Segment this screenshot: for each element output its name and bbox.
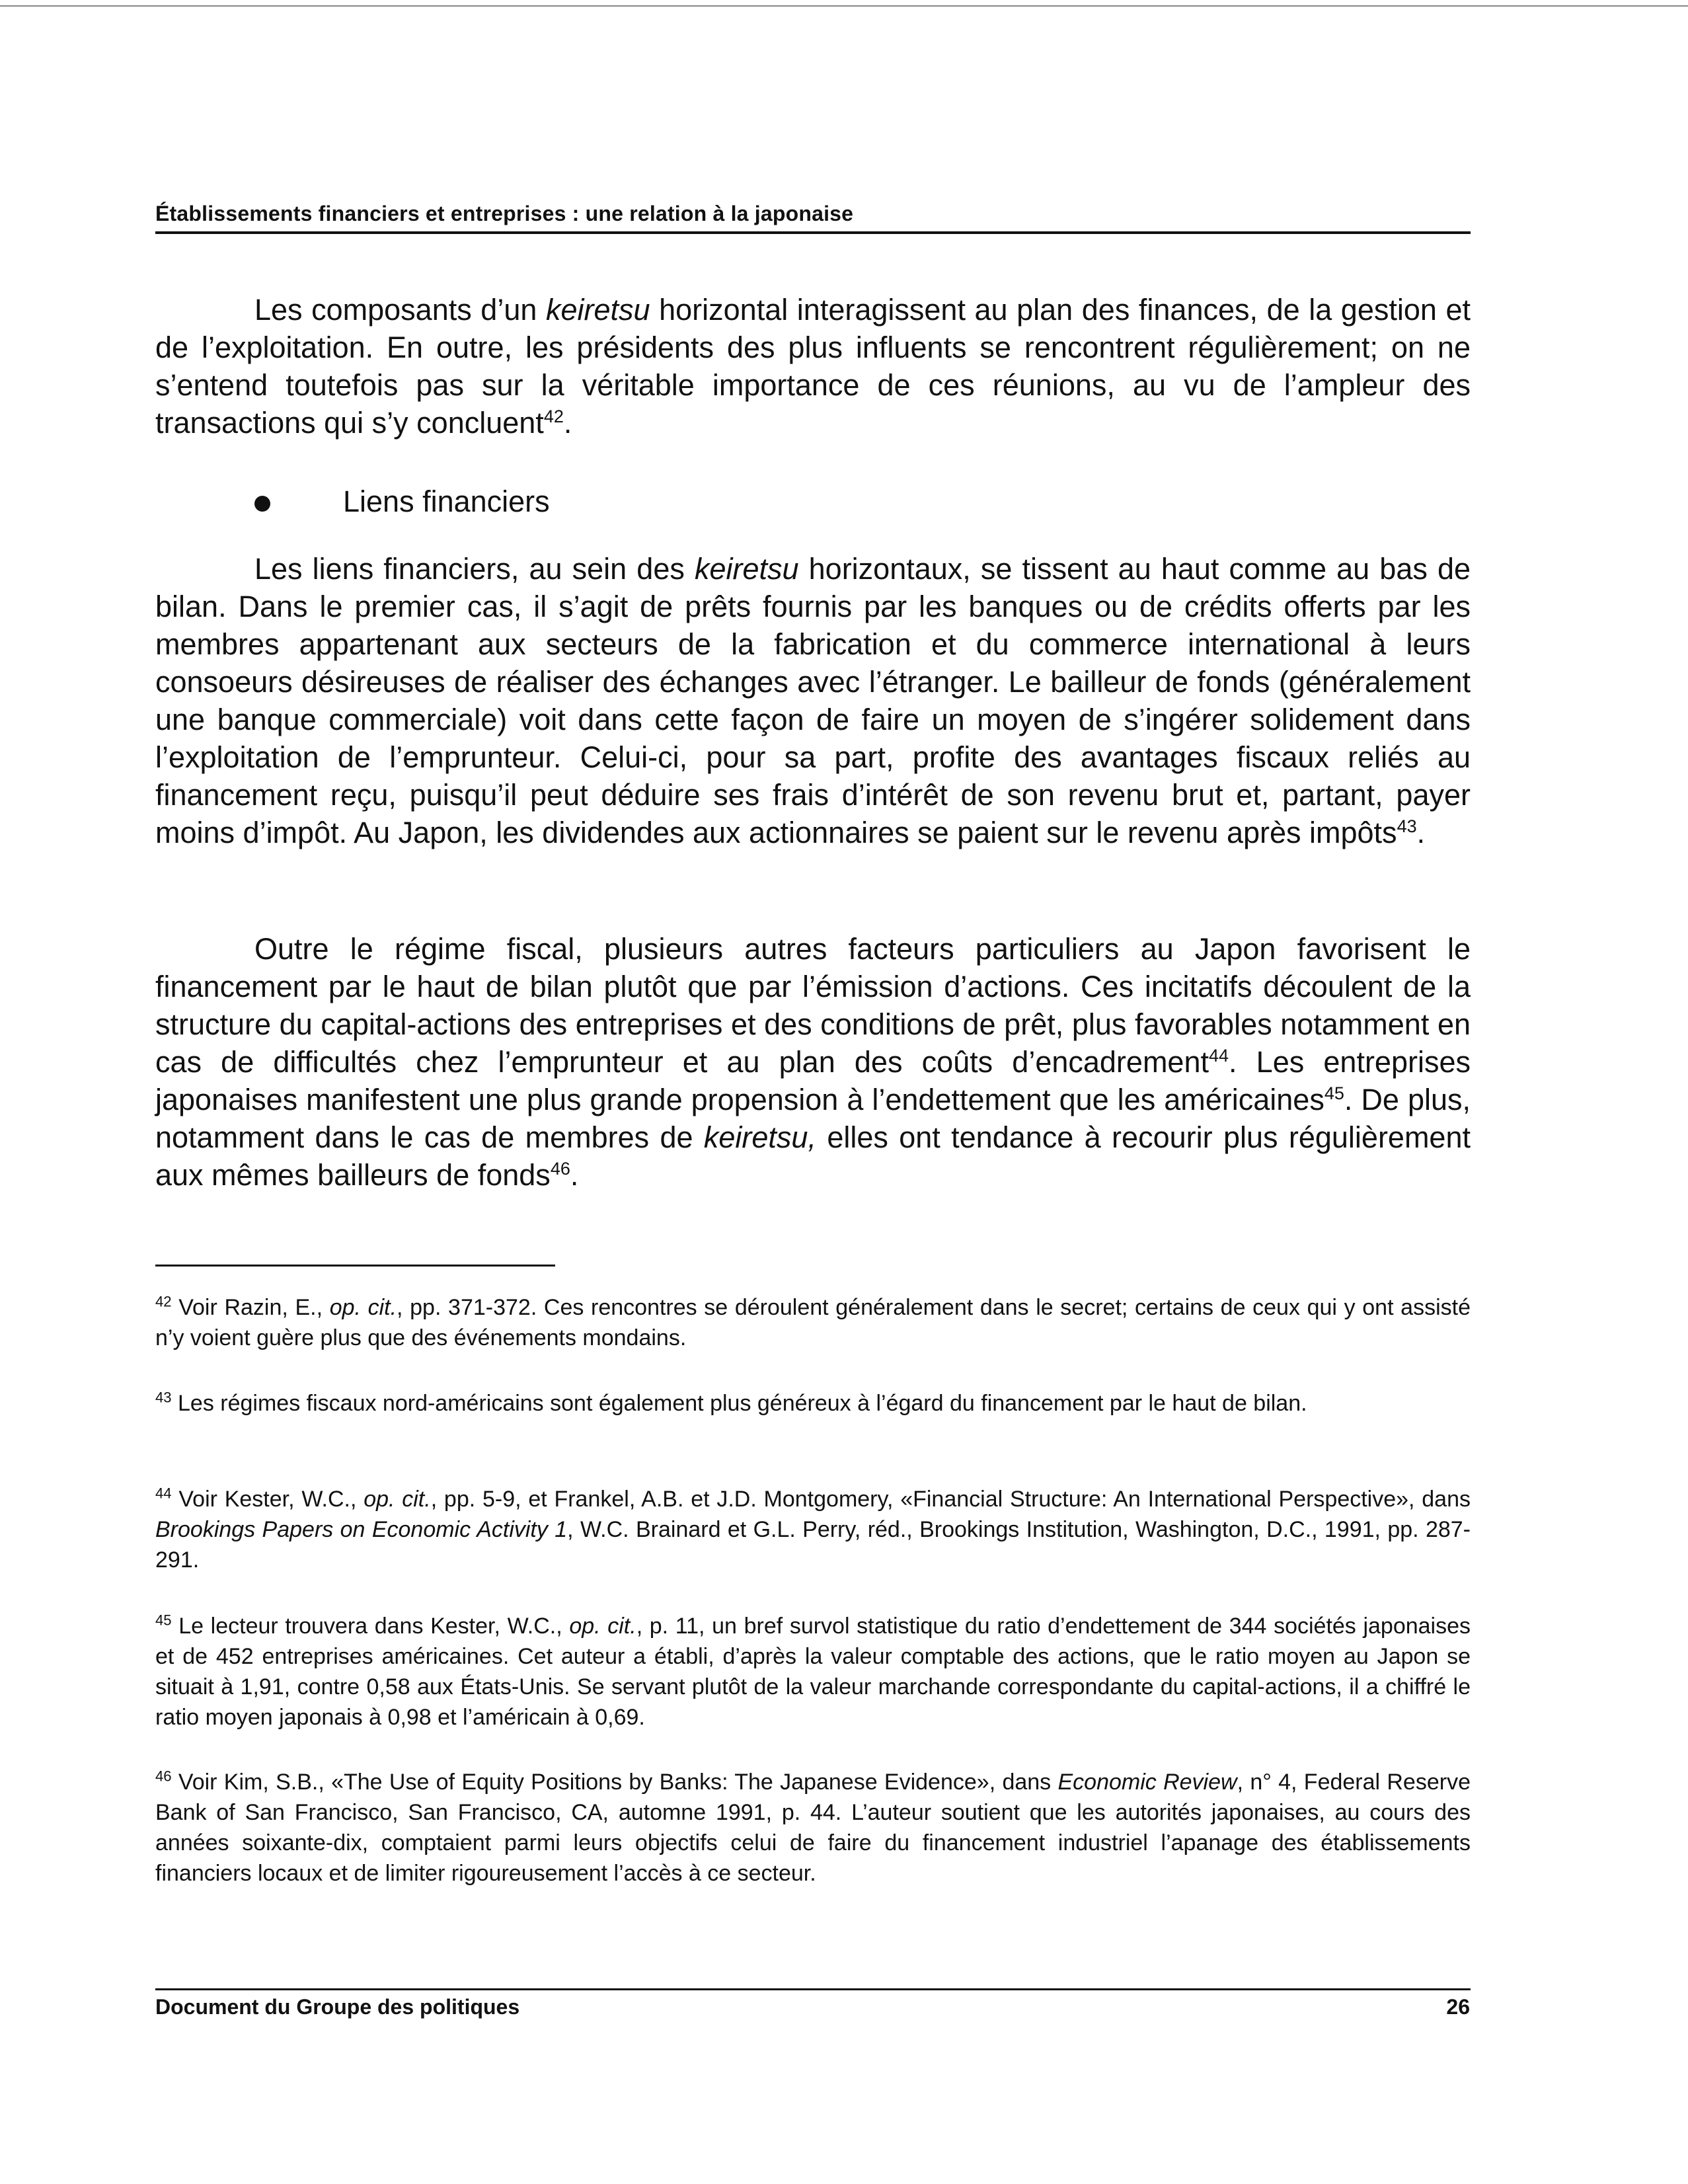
footnote-separator	[155, 1265, 555, 1267]
text-run: horizontaux, se tissent au haut comme au bas de bilan. Dans le premier cas, il s’agit de prêts fournis par les banques ou de crédits offerts par les membres appartenant aux secteurs de la fabrication et du commerce international à leurs consoeurs désireuses de réaliser des échanges avec l’étranger. Le bailleur de fonds (généralement une banque commerciale) voit dans cette façon de faire un moyen de s’ingérer solidement dans l’exploitation de l’emprunteur. Celui-ci, pour sa part, profite des avantages fiscaux reliés au financement reçu, puisqu’il peut déduire ses frais d’intérêt de son revenu brut et, partant, payer moins d’impôt. Au Japon, les dividendes aux actionnaires se paient sur le revenu après impôts	[155, 552, 1471, 849]
footnote-ref: 43	[1397, 816, 1417, 836]
italic-text: op. cit.	[364, 1487, 431, 1512]
running-header: Établissements financiers et entreprises : une relation à la japonaise	[155, 202, 1471, 234]
text-run: . Les entreprises japonaises manifestent une plus grande propension à l’endettement que les américaines	[155, 1045, 1471, 1116]
footnote-ref: 43	[155, 1389, 172, 1406]
text-run: Les régimes fiscaux nord-américains sont également plus généreux à l’égard du financement par le haut de bilan.	[171, 1391, 1307, 1416]
footnote-ref: 44	[155, 1485, 172, 1502]
italic-text: op. cit.	[569, 1614, 636, 1639]
text-run: .	[563, 406, 572, 440]
italic-text: op. cit.	[329, 1295, 397, 1320]
footnote-44	[155, 1484, 1471, 1575]
italic-text: keiretsu	[545, 293, 650, 327]
text-run: horizontal interagissent au plan des finances, de la gestion et de l’exploitation. En outre, les présidents des plus influents se rencontrent régulièrement; on ne s’entend toutefois pas sur la véritable importance de ces réunions, au vu de l’ampleur des transactions qui s’y concluent	[155, 293, 1471, 440]
footer-rule	[155, 1988, 1471, 1990]
text-run: Voir Razin, E.,	[171, 1295, 330, 1320]
text-run: Le lecteur trouvera dans Kester, W.C.,	[171, 1614, 570, 1639]
text-run: Voir Kim, S.B., «The Use of Equity Positions by Banks: The Japanese Evidence», dans	[171, 1770, 1058, 1795]
footnote-42	[155, 1292, 1471, 1353]
text-run: , pp. 5-9, et Frankel, A.B. et J.D. Montgomery, «Financial Structure: An International Perspective», dans	[430, 1487, 1471, 1512]
text-run: .	[1416, 816, 1426, 849]
text-run: .	[570, 1158, 579, 1192]
footnote-46	[155, 1767, 1471, 1889]
bullet-icon	[254, 496, 270, 512]
text-run: Les composants d’un	[254, 293, 546, 327]
footnote-43	[155, 1388, 1471, 1419]
text-run: , p. 11, un bref survol statistique du ratio d’endettement de 344 sociétés japonaises et de 452 entreprises américaines. Cet auteur a établi, d’après la valeur comptable des actions, que le ratio moyen au Japon se situait à 1,91, contre 0,58 aux États-Unis. Se servant plutôt de la valeur marchande correspondante du capital-actions, il a chiffré le ratio moyen japonais à 0,98 et l’américain à 0,69.	[155, 1614, 1471, 1730]
footnote-ref: 42	[155, 1293, 172, 1310]
italic-text: Brookings Papers on Economic Activity 1	[155, 1517, 568, 1542]
paragraph-regime-fiscal	[155, 930, 1471, 1194]
paragraph-keiretsu-horizontal	[155, 291, 1471, 442]
italic-text: keiretsu	[694, 552, 799, 586]
footer-document-label: Document du Groupe des politiques	[155, 1995, 520, 2019]
text-run: , pp. 371-372. Ces rencontres se déroulent généralement dans le secret; certains de ceux qui y ont assisté n’y voient guère plus que des événements mondains.	[155, 1295, 1471, 1350]
bullet-heading	[254, 483, 550, 520]
footnote-ref: 45	[155, 1612, 172, 1629]
italic-text: keiretsu,	[703, 1120, 816, 1154]
footnote-ref: 44	[1208, 1046, 1229, 1066]
text-run: elles ont tendance à recourir plus régulièrement aux mêmes bailleurs de fonds	[155, 1120, 1471, 1192]
footnote-ref: 46	[550, 1159, 570, 1179]
scan-top-border	[0, 5, 1688, 7]
paragraph-liens-financiers	[155, 550, 1471, 851]
footnote-45	[155, 1611, 1471, 1733]
footnote-ref: 46	[155, 1768, 172, 1785]
text-run: . De plus, notamment dans le cas de membres de	[155, 1083, 1471, 1154]
bullet-heading-label: Liens financiers	[343, 485, 550, 518]
text-run: Voir Kester, W.C.,	[171, 1487, 364, 1512]
text-run: Outre le régime fiscal, plusieurs autres facteurs particuliers au Japon favorisent le financement par le haut de bilan plutôt que par l’émission d’actions. Ces incitatifs découlent de la structure du capital-actions des entreprises et des conditions de prêt, plus favorables notamment en cas de difficultés chez l’emprunteur et au plan des coûts d’encadrement	[155, 932, 1471, 1079]
text-run: , W.C. Brainard et G.L. Perry, réd., Brookings Institution, Washington, D.C., 1991, pp. 287-291.	[155, 1517, 1471, 1573]
footnote-ref: 45	[1324, 1083, 1344, 1103]
footnote-ref: 42	[543, 407, 564, 426]
text-run: , n° 4, Federal Reserve Bank of San Francisco, San Francisco, CA, automne 1991, p. 44. L’auteur soutient que les autorités japonaises, au cours des années soixante-dix, comptaient parmi leurs objectifs celui de faire du financement industriel l’apanage des établissements financiers locaux et de limiter rigoureusement l’accès à ce secteur.	[155, 1770, 1471, 1886]
page-number: 26	[1446, 1995, 1470, 2019]
italic-text: Economic Review	[1057, 1770, 1237, 1795]
text-run: Les liens financiers, au sein des	[254, 552, 695, 586]
